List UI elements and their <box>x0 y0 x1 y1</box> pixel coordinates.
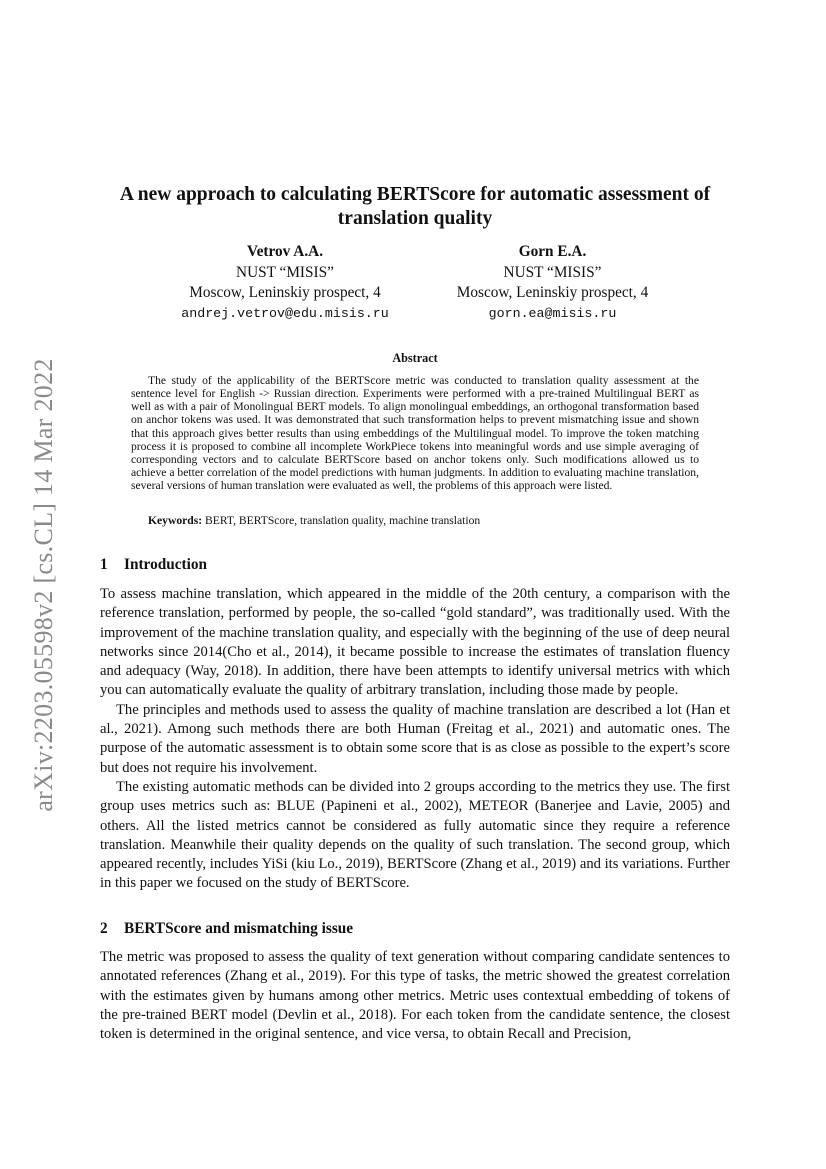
arxiv-identifier: arXiv:2203.05598v2 [cs.CL] 14 Mar 2022 <box>29 358 58 812</box>
author-name: Vetrov A.A. <box>246 243 324 260</box>
author-address: Moscow, Leninskiy prospect, 4 <box>456 284 649 301</box>
author-affiliation: NUST “MISIS” <box>503 263 602 281</box>
author-affiliation: NUST “MISIS” <box>236 263 334 281</box>
keywords-label: Keywords: <box>148 514 203 527</box>
section-heading <box>100 920 353 938</box>
author-email: andrej.vetrov@edu.misis.ru <box>181 305 389 321</box>
keywords-line <box>148 514 699 527</box>
author-name: Gorn E.A. <box>518 243 587 260</box>
section-title: Introduction <box>124 556 208 573</box>
paragraph: To assess machine translation, which appeared in the middle of the 20th century, a comparison with the reference translation, performed by people, the so-called “gold standard”, was traditionally used. With the improvement of the machine translation quality, and especially with the beginning of the use of deep neural networks since 2014(Cho et al., 2014), it became possible to increase the estimates of translation fluency and adequacy (Way, 2018). In addition, there have been attempts to identify universal metrics with which you can automatically evaluate the quality of arbitrary translation, including those made by people. <box>100 586 730 699</box>
author-block <box>140 242 430 324</box>
paragraph: The metric was proposed to assess the quality of text generation without comparing candidate sentences to annotated references (Zhang et al., 2019). For this type of tasks, the metric showed the greatest correlation with the estimates given by humans among other metrics. Metric uses contextual embedding of tokens of the pre-trained BERT model (Devlin et al., 2018). For each token from the candidate sentence, the closest token is determined in the original sentence, and vice versa, to obtain Recall and Precision, <box>100 949 730 1043</box>
author-email: gorn.ea@misis.ru <box>488 305 617 321</box>
section-title: BERTScore and mismatching issue <box>124 920 354 937</box>
section-body <box>100 585 730 894</box>
abstract-text: The study of the applicability of the BERTScore metric was conducted to translation quality assessment at the sentence level for English -> Russian direction. Experiments were performed with a pre-trained Multilingual BERT as well as with a pair of Monolingual BERT models. To align monolingual embeddings, an orthogonal transformation based on anchor tokens was used. It was demonstrated that such transformation helps to prevent mismatching issue and shown that this approach gives better results than using embeddings of the Multilingual model. To improve the token matching process it is proposed to combine all incomplete WorkPiece tokens into meaningful words and use simple averaging of corresponding vectors and to calculate BERTScore based on anchor tokens only. Such modifications allowed us to achieve a better correlation of the model predictions with human judgments. In addition to evaluating machine translation, several versions of human translation were evaluated as well, the problems of this approach were listed. <box>131 374 699 493</box>
section-heading <box>100 556 207 574</box>
paragraph: The principles and methods used to assess the quality of machine translation are described a lot (Han et al., 2021). Among such methods there are both Human (Freitag et al., 2021) and automatic ones. The purpose of the automatic assessment is to obtain some score that is as close as possible to the expert’s score but does not require his involvement. <box>100 701 730 776</box>
section-number: 1 <box>100 556 108 573</box>
author-block <box>410 242 695 324</box>
section-number: 2 <box>100 920 108 937</box>
abstract-heading: Abstract <box>392 351 438 365</box>
paper-title: A new approach to calculating BERTScore for automatic assessment of translation quality <box>119 184 711 229</box>
paragraph: The existing automatic methods can be divided into 2 groups according to the metrics they use. The first group uses metrics such as: BLUE (Papineni et al., 2002), METEOR (Banerjee and Lavie, 2005) and others. All the listed metrics cannot be considered as fully automatic since they require a reference translation. Meanwhile their quality depends on the quality of such translation. The second group, which appeared recently, includes YiSi (kiu Lo., 2019), BERTScore (Zhang et al., 2019) and its variations. Further in this paper we focused on the study of BERTScore. <box>100 778 730 892</box>
keywords-list: BERT, BERTScore, translation quality, machine translation <box>205 514 481 527</box>
author-address: Moscow, Leninskiy prospect, 4 <box>189 284 381 301</box>
section-body <box>100 948 730 1044</box>
